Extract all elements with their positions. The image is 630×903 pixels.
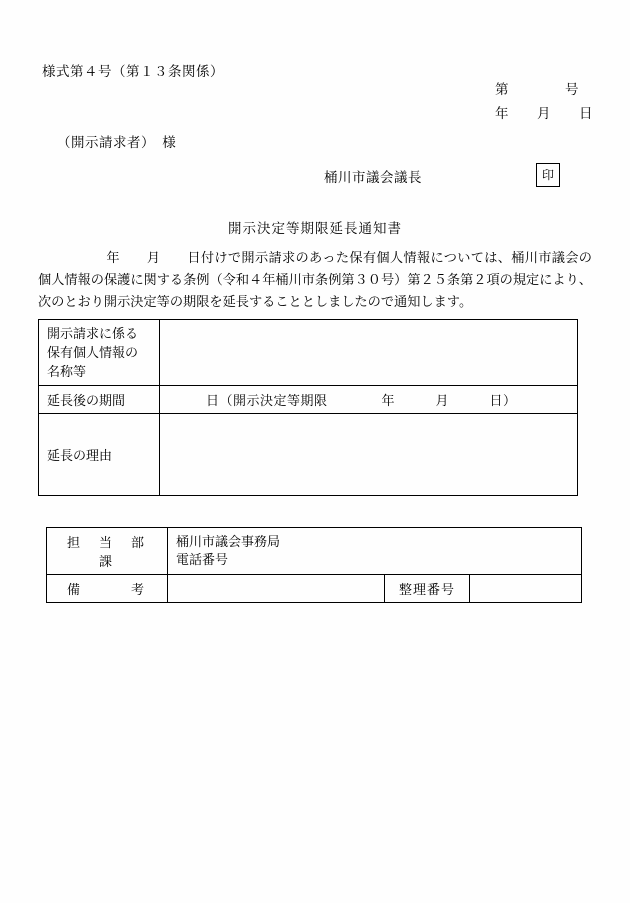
form-number: 様式第４号（第１３条関係） — [42, 64, 224, 79]
dept-label: 担 当 部 課 — [47, 528, 168, 575]
remark-value[interactable] — [168, 575, 385, 603]
row-label-name-line3: 名称等 — [47, 364, 87, 379]
contact-table — [46, 527, 582, 603]
dept-name: 桶川市議会事務局 — [176, 534, 281, 549]
document-number-line: 第 号 — [495, 82, 579, 97]
body-paragraph — [38, 247, 592, 313]
seiri-label: 整理番号 — [385, 575, 470, 603]
row-label-name — [39, 320, 160, 386]
seal-icon: 印 — [536, 163, 560, 187]
row-value-reason[interactable] — [160, 414, 578, 496]
row-label-reason: 延長の理由 — [39, 414, 160, 496]
table-row — [39, 386, 578, 414]
table-row — [47, 528, 582, 575]
table-row — [39, 320, 578, 386]
row-value-period[interactable] — [160, 386, 578, 414]
body-paragraph-text: 年 月 日付けで開示請求のあった保有個人情報については、桶川市議会の個人情報の保護に関する条例（令和４年桶川市条例第３０号）第２５条第２項の規定により、次のとおり開示決定等の期限を延長することとしましたので通知します。 — [38, 250, 592, 309]
row-label-name-line1: 開示請求に係る — [47, 326, 139, 341]
remark-label: 備 考 — [47, 575, 168, 603]
row-label-period: 延長後の期間 — [39, 386, 160, 414]
row-value-period-text: 日（開示決定等期限 年 月 日） — [206, 393, 517, 408]
seiri-value[interactable] — [470, 575, 582, 603]
dept-value — [168, 528, 582, 575]
document-number-block — [495, 78, 615, 122]
issuer-name: 桶川市議会議長 — [324, 170, 422, 185]
table-row — [39, 414, 578, 496]
page-title: 開示決定等期限延長通知書 — [228, 221, 402, 236]
extension-table — [38, 319, 578, 496]
table-row — [47, 575, 582, 603]
row-value-name[interactable] — [160, 320, 578, 386]
addressee: （開示請求者） 様 — [57, 135, 177, 150]
dept-phone: 電話番号 — [176, 552, 229, 567]
row-label-name-line2: 保有個人情報の — [47, 345, 139, 360]
document-date-line: 年 月 日 — [495, 106, 593, 121]
